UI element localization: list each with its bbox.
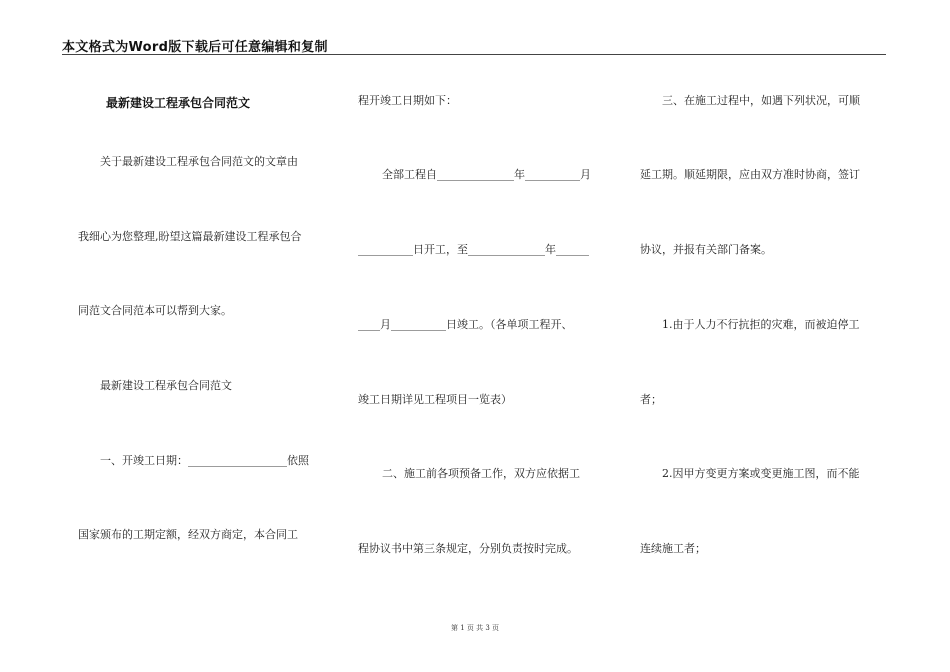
document-title: 最新建设工程承包合同范文 bbox=[106, 96, 251, 110]
paragraph-line: 程开竣工日期如下： bbox=[358, 94, 457, 107]
paragraph-line: 二、施工前各项预备工作，双方应依据工 bbox=[382, 467, 580, 480]
paragraph-line: 最新建设工程承包合同范文 bbox=[100, 379, 232, 392]
paragraph-line: 竣工日期详见工程项目一览表） bbox=[358, 393, 512, 406]
paragraph-line: 全部工程自______________年__________月 bbox=[382, 168, 591, 181]
paragraph-line: 2.因甲方变更方案或变更施工图，而不能 bbox=[662, 467, 860, 480]
paragraph-line: 1.由于人力不行抗拒的灾难，而被迫停工 bbox=[662, 318, 860, 331]
header-notice: 本文格式为Word版下载后可任意编辑和复制 bbox=[62, 40, 328, 55]
paragraph-line: 我细心为您整理,盼望这篇最新建设工程承包合 bbox=[78, 230, 302, 243]
paragraph-line: 程协议书中第三条规定，分别负责按时完成。 bbox=[358, 542, 578, 555]
paragraph-line: 国家颁布的工期定额，经双方商定，本合同工 bbox=[78, 528, 298, 541]
paragraph-line: 延工期。顺延期限，应由双方准时协商，签订 bbox=[640, 168, 860, 181]
paragraph-line: 一、开竣工日期：__________________依照 bbox=[100, 454, 309, 467]
paragraph-line: 三、在施工过程中，如遇下列状况，可顺 bbox=[662, 94, 860, 107]
paragraph-line: 者； bbox=[640, 393, 662, 406]
page-header bbox=[62, 34, 886, 55]
paragraph-line: 同范文合同范本可以帮到大家。 bbox=[78, 304, 232, 317]
paragraph-line: 连续施工者； bbox=[640, 542, 706, 555]
paragraph-line: 协议，并报有关部门备案。 bbox=[640, 243, 772, 256]
page-number: 第 1 页 共 3 页 bbox=[450, 624, 500, 632]
page-footer bbox=[0, 623, 950, 633]
paragraph-line: 关于最新建设工程承包合同范文的文章由 bbox=[100, 155, 298, 168]
paragraph-line: __________日开工，至______________年______ bbox=[358, 243, 589, 256]
paragraph-line: ____月__________日竣工。（各单项工程开、 bbox=[358, 318, 573, 331]
